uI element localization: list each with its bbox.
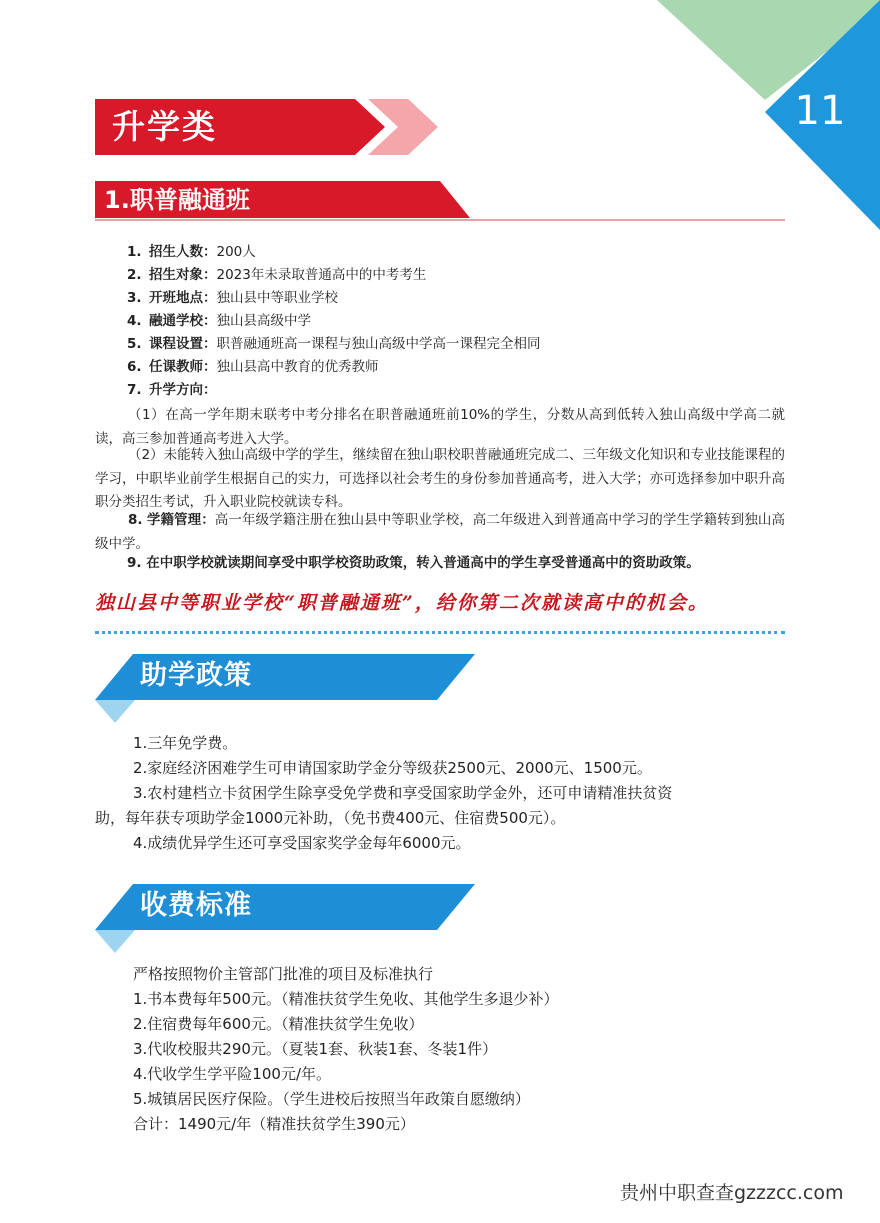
direction-paragraph-1: （1）在高一学年期末联考中考分排名在职普融通班前10%的学生，分数从高到低转入独山高级中学高二就读，高三参加普通高考进入大学。 [95,407,785,447]
direction-paragraph-2: （2）未能转入独山高级中学的学生，继续留在独山职校职普融通班完成二、三年级文化知识和专业技能课程的学习，中职毕业前学生根据自己的实力，可选择以社会考生的身份参加普通高考，进入大学；亦可选择参加中职升高职分类招生考试，升入职业院校就读专科。 [95,447,785,510]
page-number: 11 [794,88,846,134]
item-9-paragraph: 9. 在中职学校就读期间享受中职学校资助政策，转入普通高中的学生享受普通高中的资助政策。 [127,555,700,571]
dotted-divider [95,631,785,634]
slogan: 独山县中等职业学校“职普融通班”，给你第二次就读高中的机会。 [95,592,709,614]
list-item: 4.成绩优异学生还可享受国家奖学金每年6000元。 [133,834,471,852]
fee-standard-text [133,962,558,1137]
list-item: 4. 融通学校：独山县高级中学 [127,313,311,329]
section2-title: 助学政策 [140,660,252,691]
list-item: 5.城镇居民医疗保险。（学生进校后按照当年政策自愿缴纳） [133,1090,530,1108]
list-item: 3.代收校服共290元。（夏装1套、秋装1套、冬装1件） [133,1040,498,1058]
list-item: 6. 任课教师：独山县高中教育的优秀教师 [127,359,379,375]
watermark: 贵州中职查查gzzzcc.com [620,1182,844,1204]
list-item: 4.代收学生学平险100元/年。 [133,1065,331,1083]
list-item: 5. 课程设置：职普融通班高一课程与独山高级中学高一课程完全相同 [127,336,541,352]
header-banner-shape [0,90,460,165]
header-title: 升学类 [112,107,217,146]
list-item: 1.三年免学费。 [133,734,238,752]
list-item: 助，每年获专项助学金1000元补助，（免书费400元、住宿费500元）。 [95,809,566,827]
list-item: 3. 开班地点：独山县中等职业学校 [127,290,338,306]
section1-title: 1.职普融通班 [104,186,250,214]
list-item: 2.住宿费每年600元。（精准扶贫学生免收） [133,1015,424,1033]
list-item: 7. 升学方向： [127,382,217,398]
aid-policy-text [95,731,673,856]
item-8-paragraph: 8. 学籍管理：高一年级学籍注册在独山县中等职业学校，高二年级进入到普通高中学习的学生学籍转到独山高级中学。 [95,512,785,552]
list-item: 1.书本费每年500元。（精准扶贫学生免收、其他学生多退少补） [133,990,559,1008]
list-item: 1. 招生人数：200人 [127,244,256,260]
list-item: 2. 招生对象：2023年未录取普通高中的中考考生 [127,267,427,283]
list-item: 合计：1490元/年（精准扶贫学生390元） [133,1115,415,1133]
list-item: 2.家庭经济困难学生可申请国家助学金分等级获2500元、2000元、1500元。 [133,759,652,777]
list-item: 3.农村建档立卡贫困学生除享受免学费和享受国家助学金外，还可申请精准扶贫资 [133,784,673,802]
enrollment-info-list [127,241,787,402]
section3-title: 收费标准 [140,890,252,921]
list-item: 严格按照物价主管部门批准的项目及标准执行 [133,965,434,983]
